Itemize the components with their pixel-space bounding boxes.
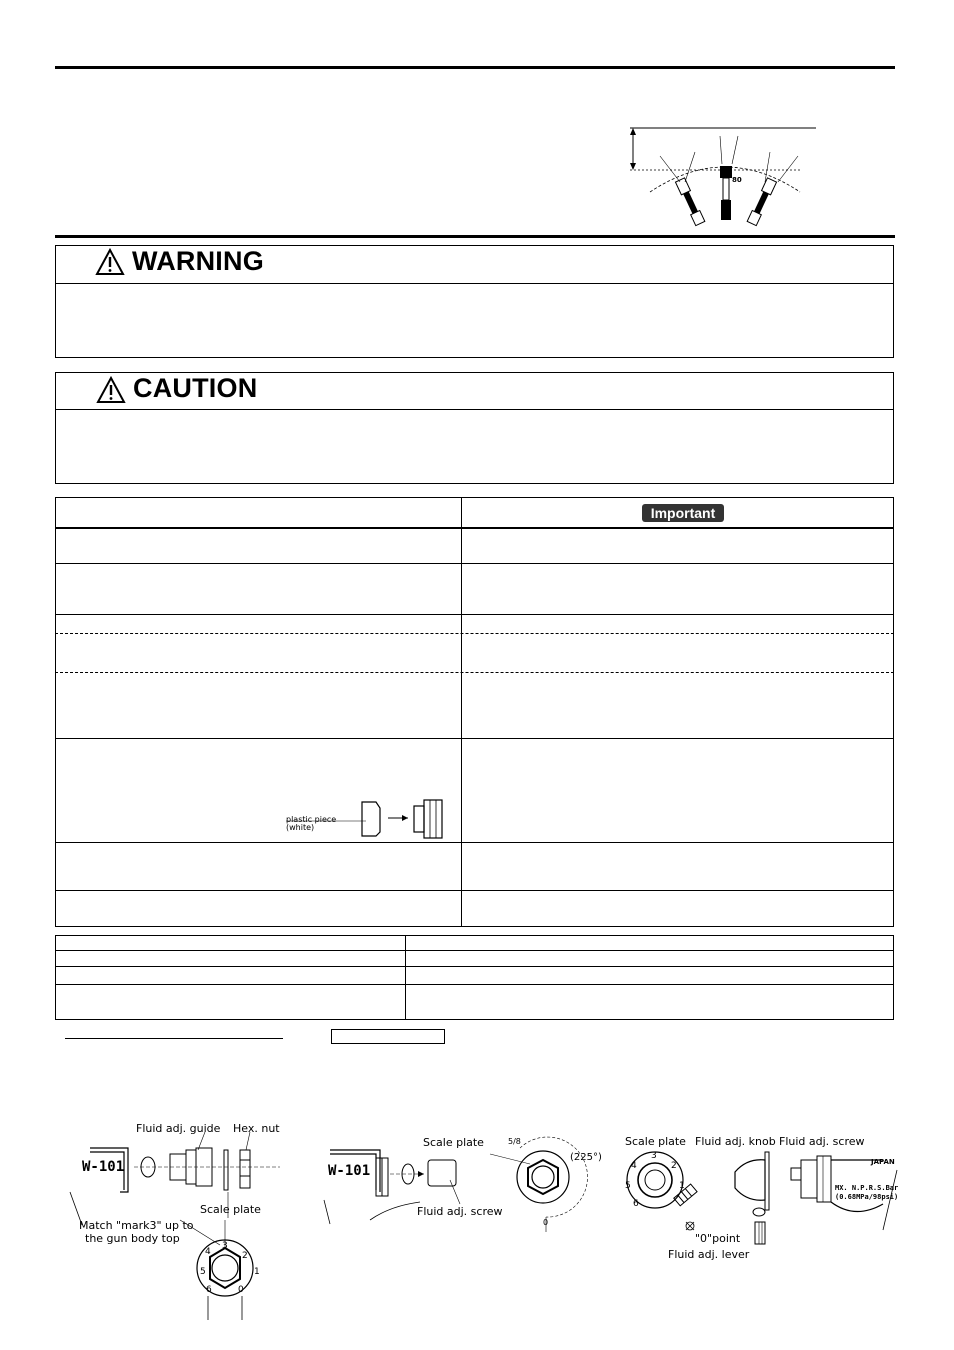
- secondary-table-divider: [405, 935, 406, 1020]
- dial-num: 4: [205, 1247, 211, 1257]
- important-badge: Important: [642, 504, 724, 522]
- svg-text:2: 2: [671, 1161, 677, 1171]
- scale-plate-label-mid: Scale plate: [423, 1136, 484, 1149]
- dial-num: 6: [206, 1285, 212, 1295]
- fluid-adj-screw-label-right: Fluid adj. screw: [779, 1135, 865, 1148]
- scale-plate-label-right: Scale plate: [625, 1135, 686, 1148]
- plastic-piece-label: plastic piece: [286, 815, 337, 824]
- secondary-table: [55, 935, 894, 1020]
- match-mark-sublabel: the gun body top: [85, 1232, 180, 1245]
- japan-label: JAPAN: [871, 1158, 895, 1166]
- zero-point-label: "0"point: [695, 1232, 741, 1245]
- dial-num: 0: [238, 1285, 244, 1295]
- table-header-sep: [55, 527, 894, 529]
- table-row-sep: [55, 738, 894, 739]
- fluid-adj-lever-label: Fluid adj. lever: [668, 1248, 750, 1261]
- plate-line2: (0.68MPa/98psi): [835, 1193, 899, 1201]
- caution-triangle-icon: [96, 376, 126, 404]
- svg-text:4: 4: [631, 1161, 637, 1171]
- table-row-sep: [55, 890, 894, 891]
- svg-text:6: 6: [633, 1199, 639, 1209]
- table-row-sep: [55, 614, 894, 615]
- plastic-piece-drawing: [280, 796, 450, 840]
- top-rule: [55, 66, 895, 69]
- table-row-sep: [55, 563, 894, 564]
- spray-distance-figure: [620, 122, 830, 232]
- dial-num: 3: [222, 1241, 228, 1251]
- warning-title: WARNING: [132, 246, 264, 276]
- angle-label: (225°): [570, 1152, 602, 1163]
- svg-text:3: 3: [651, 1151, 657, 1161]
- secondary-table-sep: [55, 984, 894, 985]
- fluid-adj-knob-label: Fluid adj. knob: [695, 1135, 776, 1148]
- scale-plate-label: Scale plate: [200, 1203, 261, 1216]
- table-dashed-sep: [55, 633, 894, 634]
- hex-nut-label: Hex. nut: [233, 1122, 280, 1135]
- small-blank-box: [331, 1029, 445, 1044]
- figure-right-fluid-adj-knob: [615, 1130, 905, 1270]
- svg-text:1: 1: [679, 1181, 685, 1191]
- warning-triangle-icon: [95, 248, 125, 276]
- fluid-adj-screw-label-mid: Fluid adj. screw: [417, 1205, 503, 1218]
- secondary-table-sep: [55, 966, 894, 967]
- match-mark-label: Match "mark3" up to: [79, 1219, 194, 1232]
- fluid-adj-guide-label: Fluid adj. guide: [136, 1122, 221, 1135]
- table-column-divider: [461, 497, 462, 927]
- table-row-sep: [55, 842, 894, 843]
- caution-title: CAUTION: [133, 373, 258, 403]
- zero-label: 0: [543, 1218, 549, 1227]
- main-table: [55, 497, 894, 927]
- plate-line1: MX. N.P.R.S.Bar: [835, 1184, 899, 1192]
- gun-mark-middle: W-101: [328, 1163, 371, 1179]
- secondary-table-sep: [55, 950, 894, 951]
- five-eighths-label: 5/8: [508, 1137, 521, 1146]
- table-dashed-sep: [55, 672, 894, 673]
- dim-label: 80: [732, 176, 742, 184]
- section-rule: [55, 235, 895, 238]
- plastic-piece-sublabel: (white): [286, 823, 315, 832]
- dial-num: 1: [254, 1267, 260, 1277]
- gun-mark-left: W-101: [82, 1159, 125, 1175]
- svg-text:5: 5: [625, 1181, 631, 1191]
- dial-num: 2: [242, 1251, 248, 1261]
- heading-underline: [65, 1038, 283, 1039]
- dial-num: 5: [200, 1267, 206, 1277]
